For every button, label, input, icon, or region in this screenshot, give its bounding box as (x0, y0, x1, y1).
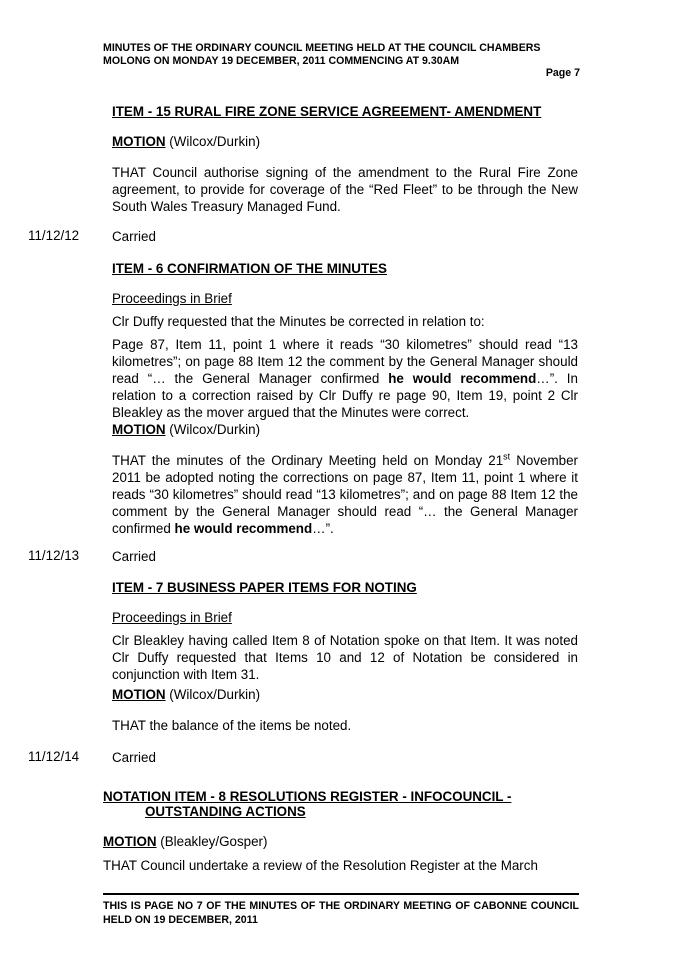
motion-movers: (Wilcox/Durkin) (165, 422, 261, 437)
text-run: …”. In relation to a correction raised by Clr Duffy re page 90, Item 19, point 2 Clr Bleakley as the mover argued that the Minutes were correct. (112, 371, 578, 420)
resolution-number: 11/12/12 (28, 228, 80, 243)
item-6-paragraph-1: Clr Duffy requested that the Minutes be corrected in relation to: (112, 314, 485, 329)
bold-text-run: he would recommend (174, 521, 313, 536)
item-15-title: ITEM - 15 RURAL FIRE ZONE SERVICE AGREEMENT- AMENDMENT (112, 104, 542, 119)
item-7-title: ITEM - 7 BUSINESS PAPER ITEMS FOR NOTING (112, 580, 417, 595)
item-6-paragraph-2 (112, 336, 578, 421)
item-6-motion (112, 421, 578, 438)
item-7-motion (112, 686, 578, 703)
text-run: Page 87, Item 11, point 1 where it reads “30 kilometres” should read “13 kilometres”; on page 88 Item 12 the comment by the General Manager should read “… the General Manager confirmed (112, 337, 578, 386)
text-run: …”. (312, 521, 334, 536)
item-15-motion (112, 133, 578, 150)
proceedings-label: Proceedings in Brief (112, 610, 232, 625)
bold-text-run: he would recommend (388, 371, 537, 386)
footer-text: THIS IS PAGE NO 7 OF THE MINUTES OF THE ORDINARY MEETING OF CABONNE COUNCIL HELD ON 19 DECEMBER, 2011 (103, 900, 579, 926)
superscript: st (503, 451, 511, 462)
notation-8-resolution: THAT Council undertake a review of the Resolution Register at the March (103, 858, 538, 873)
resolution-number: 11/12/13 (28, 548, 80, 563)
motion-movers: (Wilcox/Durkin) (165, 687, 261, 702)
notation-8-title-line-2: OUTSTANDING ACTIONS (145, 804, 306, 819)
text-run: November 2011 be adopted noting the corrections on page 87, Item 11, point 1 where it reads “30 kilometres” should read “13 kilometres”; and on page 88 Item 12 the comment by the General Manager should read “… the General Manager confirmed (112, 453, 578, 536)
motion-label: MOTION (112, 422, 166, 437)
item-6-resolution (112, 452, 578, 537)
header-line-2: MOLONG ON MONDAY 19 DECEMBER, 2011 COMMENCING AT 9.30AM (103, 55, 460, 67)
proceedings-label: Proceedings in Brief (112, 291, 232, 306)
result-label: Carried (112, 750, 156, 765)
item-7-resolution: THAT the balance of the items be noted. (112, 718, 352, 733)
resolution-number: 11/12/14 (28, 749, 80, 764)
result-label: Carried (112, 229, 156, 244)
header-line-1: MINUTES OF THE ORDINARY COUNCIL MEETING HELD AT THE COUNCIL CHAMBERS (103, 42, 541, 54)
notation-8-title-line-1: NOTATION ITEM - 8 RESOLUTIONS REGISTER - INFOCOUNCIL - (103, 789, 512, 804)
text-run: THAT the minutes of the Ordinary Meeting held on Monday 21 (112, 453, 504, 468)
item-15-resolution: THAT Council authorise signing of the amendment to the Rural Fire Zone agreement, to provide for coverage of the “Red Fleet” to be through the New South Wales Treasury Managed Fund. (112, 165, 578, 214)
motion-movers: (Bleakley/Gosper) (156, 834, 268, 849)
footer-divider (103, 893, 579, 895)
item-7-paragraph-1: Clr Bleakley having called Item 8 of Notation spoke on that Item. It was noted Clr Duffy requested that Items 10 and 12 of Notation be considered in conjunction with Item 31. (112, 633, 578, 682)
motion-label: MOTION (103, 834, 157, 849)
motion-label: MOTION (112, 687, 166, 702)
motion-movers: (Wilcox/Durkin) (165, 134, 261, 149)
notation-8-motion (103, 833, 578, 850)
page-number: Page 7 (545, 67, 580, 79)
result-label: Carried (112, 549, 156, 564)
item-6-title: ITEM - 6 CONFIRMATION OF THE MINUTES (112, 261, 387, 276)
motion-label: MOTION (112, 134, 166, 149)
